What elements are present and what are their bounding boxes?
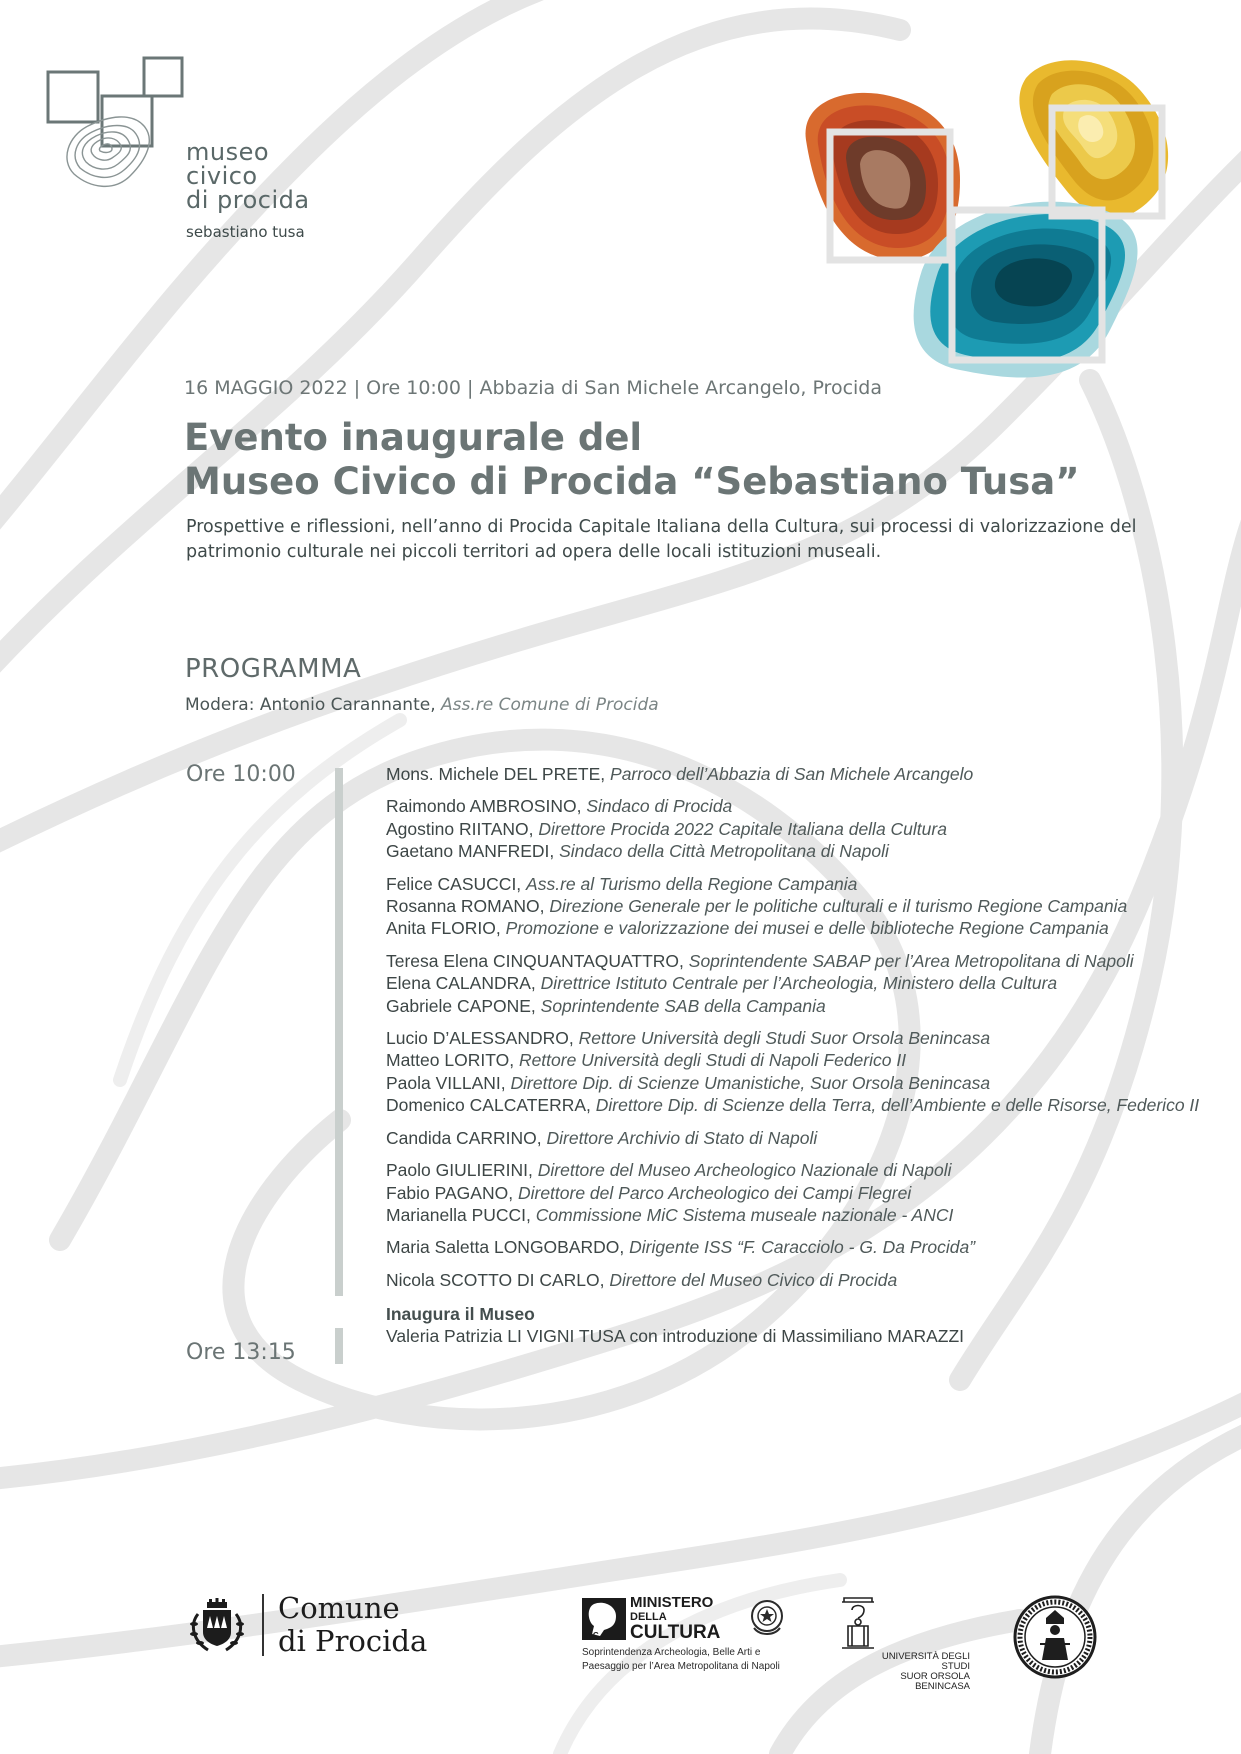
museum-logo-icon (46, 56, 186, 196)
speaker-role: Dirigente ISS “F. Caracciolo - G. Da Procida” (629, 1237, 976, 1258)
speaker-row (386, 1027, 1226, 1049)
timeline-bar (335, 768, 343, 1296)
speaker-name: Gaetano MANFREDI, (386, 841, 555, 862)
comune-logo (186, 1592, 426, 1662)
mic-box-icon (582, 1598, 626, 1640)
italian-republic-emblem-icon (748, 1598, 786, 1638)
speaker-role: Parroco dell’Abbazia di San Michele Arcangelo (610, 764, 974, 784)
speaker-row (386, 1236, 1226, 1258)
event-title-line-2: Museo Civico di Procida “Sebastiano Tusa” (184, 460, 1080, 503)
speaker-list (386, 763, 1226, 1301)
layered-art-icon (790, 50, 1190, 410)
speaker-name: Agostino RIITANO, (386, 818, 534, 839)
speaker-name: Lucio D’ALESSANDRO, (386, 1028, 574, 1049)
speaker-role: Direttore Archivio di Stato di Napoli (546, 1127, 818, 1148)
speaker-group (386, 763, 1226, 785)
museum-logo-text (186, 140, 310, 244)
comune-crest-icon (186, 1598, 248, 1656)
speaker-row (386, 795, 1226, 817)
speaker-name: Gabriele CAPONE, (386, 995, 536, 1016)
speaker-row (386, 1182, 1226, 1204)
speaker-role: Commissione MiC Sistema museale nazionale - ANCI (535, 1204, 954, 1225)
speaker-role: Direttore Procida 2022 Capitale Italiana della Cultura (538, 818, 947, 839)
speaker-row (386, 895, 1226, 917)
event-date-place: 16 MAGGIO 2022 | Ore 10:00 | Abbazia di San Michele Arcangelo, Procida (184, 377, 883, 399)
speaker-group (386, 873, 1226, 940)
speaker-name: Elena CALANDRA, (386, 973, 536, 994)
speaker-role: Promozione e valorizzazione dei musei e delle biblioteche Regione Campania (505, 918, 1109, 939)
speaker-role: Rettore Università degli Studi di Napoli Federico II (518, 1050, 907, 1071)
mic-line-2: DELLA (630, 1611, 667, 1623)
moderator-role: Ass.re Comune di Procida (441, 695, 659, 715)
speaker-name: Marianella PUCCI, (386, 1204, 531, 1225)
speaker-role: Direttrice Istituto Centrale per l’Archeologia, Ministero della Cultura (540, 973, 1058, 994)
moderator (185, 695, 659, 715)
speaker-row (386, 1269, 1226, 1291)
speaker-row (386, 917, 1226, 939)
speaker-name: Paola VILLANI, (386, 1072, 506, 1093)
speaker-name: Maria Saletta LONGOBARDO, (386, 1237, 625, 1258)
mic-head-icon (582, 1598, 626, 1640)
comune-line-2: di Procida (278, 1624, 428, 1658)
mic-title (630, 1596, 720, 1642)
inauguration (386, 1303, 964, 1348)
speaker-name: Paolo GIULIERINI, (386, 1160, 533, 1181)
mic-subtitle (582, 1646, 780, 1674)
moderator-name: Modera: Antonio Carannante, (185, 695, 436, 715)
speaker-role: Direttore Dip. di Scienze Umanistiche, Suor Orsola Benincasa (510, 1072, 991, 1093)
mic-line-3: CULTURA (630, 1622, 721, 1643)
speaker-role: Soprintendente SABAP per l’Area Metropolitana di Napoli (688, 950, 1134, 971)
speaker-group (386, 1269, 1226, 1291)
speaker-group (386, 950, 1226, 1017)
speaker-name: Anita FLORIO, (386, 918, 501, 939)
speaker-group (386, 1127, 1226, 1149)
speaker-name: Raimondo AMBROSINO, (386, 796, 582, 817)
speaker-role: Direttore del Museo Archeologico Nazionale di Napoli (537, 1160, 952, 1181)
speaker-row (386, 995, 1226, 1017)
timeline-bar-end (335, 1328, 343, 1364)
unisob-text (860, 1652, 970, 1692)
speaker-group (386, 795, 1226, 862)
logo-line-2: civico (186, 162, 258, 190)
speaker-name: Felice CASUCCI, (386, 873, 522, 894)
speaker-row (386, 1072, 1226, 1094)
time-start: Ore 10:00 (186, 762, 296, 787)
speaker-name: Domenico CALCATERRA, (386, 1095, 591, 1116)
speaker-role: Soprintendente SAB della Campania (540, 995, 826, 1016)
speaker-role: Direzione Generale per le politiche culturali e il turismo Regione Campania (549, 896, 1128, 917)
speaker-role: Sindaco della Città Metropolitana di Napoli (559, 841, 889, 862)
unisob-line-2: SUOR ORSOLA (900, 1671, 970, 1682)
speaker-name: Fabio PAGANO, (386, 1182, 514, 1203)
mic-line-1: MINISTERO (630, 1594, 714, 1611)
speaker-role: Rettore Università degli Studi Suor Orsola Benincasa (578, 1028, 991, 1049)
unisob-logo (838, 1596, 978, 1692)
speaker-role: Direttore Dip. di Scienze della Terra, dell’Ambiente e delle Risorse, Federico II (595, 1095, 1200, 1116)
speaker-name: Matteo LORITO, (386, 1050, 515, 1071)
speaker-row (386, 873, 1226, 895)
speaker-name: Nicola SCOTTO DI CARLO, (386, 1269, 605, 1290)
speaker-row (386, 1204, 1226, 1226)
comune-name (278, 1592, 427, 1658)
comune-line-1: Comune (278, 1591, 400, 1625)
mic-sub-line-2: Paesaggio per l’Area Metropolitana di Napoli (582, 1661, 780, 1672)
time-end: Ore 13:15 (186, 1340, 296, 1365)
speaker-role: Ass.re al Turismo della Regione Campania (526, 873, 858, 894)
inauguration-text: Valeria Patrizia LI VIGNI TUSA con introduzione di Massimiliano MARAZZI (386, 1326, 965, 1347)
speaker-row (386, 1127, 1226, 1149)
speaker-row (386, 950, 1226, 972)
speaker-name: Rosanna ROMANO, (386, 896, 545, 917)
logo-line-3: di procida (186, 186, 310, 214)
programme-heading: PROGRAMMA (185, 654, 362, 684)
speaker-role: Direttore del Parco Archeologico dei Campi Flegrei (517, 1182, 912, 1203)
mic-sub-line-1: Soprintendenza Archeologia, Belle Arti e (582, 1647, 761, 1658)
mic-badge: MiC (584, 1631, 599, 1640)
speaker-row (386, 972, 1226, 994)
event-title-line-1: Evento inaugurale del (184, 416, 643, 459)
speaker-row (386, 1049, 1226, 1071)
speaker-name: Candida CARRINO, (386, 1127, 542, 1148)
event-description: Prospettive e riflessioni, nell’anno di Procida Capitale Italiana della Cultura, sui processi di valorizzazione del patrimonio culturale nei piccoli territori ad opera delle locali istituzioni museali. (186, 517, 1137, 562)
speaker-row (386, 1159, 1226, 1181)
unisob-line-3: BENINCASA (915, 1681, 970, 1692)
speaker-row (386, 763, 1226, 785)
mic-logo (582, 1596, 802, 1676)
speaker-role: Direttore del Museo Civico di Procida (609, 1269, 898, 1290)
federico-ii-seal-icon (1012, 1594, 1098, 1680)
speaker-group (386, 1027, 1226, 1117)
speaker-group (386, 1159, 1226, 1226)
unisob-line-1: UNIVERSITÀ DEGLI STUDI (881, 1651, 970, 1672)
logo-line-1: museo (186, 138, 270, 166)
unisob-logo-icon (838, 1596, 882, 1652)
speaker-role: Sindaco di Procida (586, 796, 733, 817)
event-title (184, 416, 1080, 504)
comune-separator (262, 1594, 264, 1656)
speaker-row (386, 818, 1226, 840)
speaker-row (386, 1094, 1226, 1116)
speaker-name: Teresa Elena CINQUANTAQUATTRO, (386, 950, 684, 971)
speaker-group (386, 1236, 1226, 1258)
logo-subtitle: sebastiano tusa (186, 223, 305, 241)
inauguration-title: Inaugura il Museo (386, 1304, 535, 1324)
speaker-name: Mons. Michele DEL PRETE, (386, 764, 606, 784)
speaker-row (386, 840, 1226, 862)
